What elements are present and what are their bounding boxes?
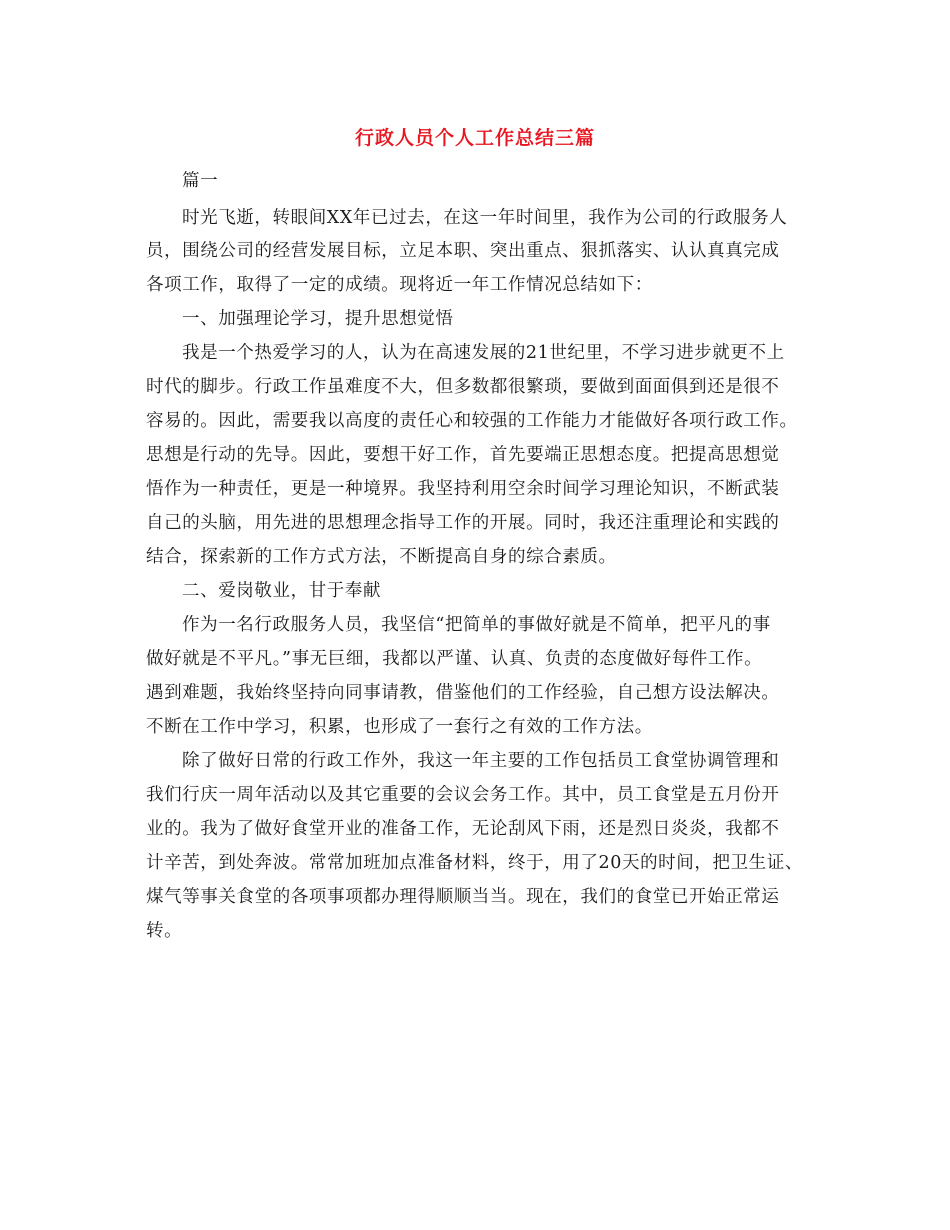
- section-heading: 一、加强理论学习，提升思想觉悟: [182, 309, 454, 329]
- paragraph-line: 我是一个热爱学习的人，认为在高速发展的21世纪里，不学习进步就更不上: [182, 343, 785, 363]
- paragraph-line: 煤气等事关食堂的各项事项都办理得顺顺当当。现在，我们的食堂已开始正常运: [146, 887, 780, 907]
- paragraph-line: 时光飞逝，转眼间XX年已过去，在这一年时间里，我作为公司的行政服务人: [182, 208, 788, 228]
- paragraph-line: 自己的头脑，用先进的思想理念指导工作的开展。同时，我还注重理论和实践的: [146, 513, 780, 533]
- paragraph-line: 作为一名行政服务人员，我坚信“把简单的事做好就是不简单，把平凡的事: [182, 615, 771, 635]
- paragraph-line: 做好就是不平凡。”事无巨细，我都以严谨、认真、负责的态度做好每件工作。: [146, 649, 763, 669]
- section-heading: 篇一: [182, 171, 219, 191]
- paragraph-line: 容易的。因此，需要我以高度的责任心和较强的工作能力才能做好各项行政工作。: [146, 411, 798, 431]
- paragraph-line: 时代的脚步。行政工作虽难度不大，但多数都很繁琐，要做到面面俱到还是很不: [146, 377, 780, 397]
- paragraph-line: 思想是行动的先导。因此，要想干好工作，首先要端正思想态度。把提高思想觉: [146, 445, 780, 465]
- paragraph-line: 业的。我为了做好食堂开业的准备工作，无论刮风下雨，还是烈日炎炎，我都不: [146, 819, 780, 839]
- paragraph-line: 我们行庆一周年活动以及其它重要的会议会务工作。其中，员工食堂是五月份开: [146, 785, 780, 805]
- paragraph-line: 转。: [146, 921, 183, 941]
- paragraph-line: 遇到难题，我始终坚持向同事请教，借鉴他们的工作经验，自己想方设法解决。: [146, 683, 780, 703]
- paragraph-line: 除了做好日常的行政工作外，我这一年主要的工作包括员工食堂协调管理和: [182, 751, 780, 771]
- section-heading: 二、爱岗敬业，甘于奉献: [182, 581, 382, 601]
- document-title: 行政人员个人工作总结三篇: [354, 127, 595, 149]
- paragraph-line: 结合，探索新的工作方式方法，不断提高自身的综合素质。: [146, 547, 617, 567]
- paragraph-line: 计辛苦，到处奔波。常常加班加点准备材料，终于，用了20天的时间，把卫生证、: [146, 853, 803, 873]
- paragraph-line: 员，围绕公司的经营发展目标，立足本职、突出重点、狠抓落实、认认真真完成: [146, 241, 780, 261]
- paragraph-line: 不断在工作中学习，积累，也形成了一套行之有效的工作方法。: [146, 717, 653, 737]
- paragraph-line: 各项工作，取得了一定的成绩。现将近一年工作情况总结如下：: [146, 275, 653, 295]
- paragraph-line: 悟作为一种责任，更是一种境界。我坚持利用空余时间学习理论知识，不断武装: [146, 479, 780, 499]
